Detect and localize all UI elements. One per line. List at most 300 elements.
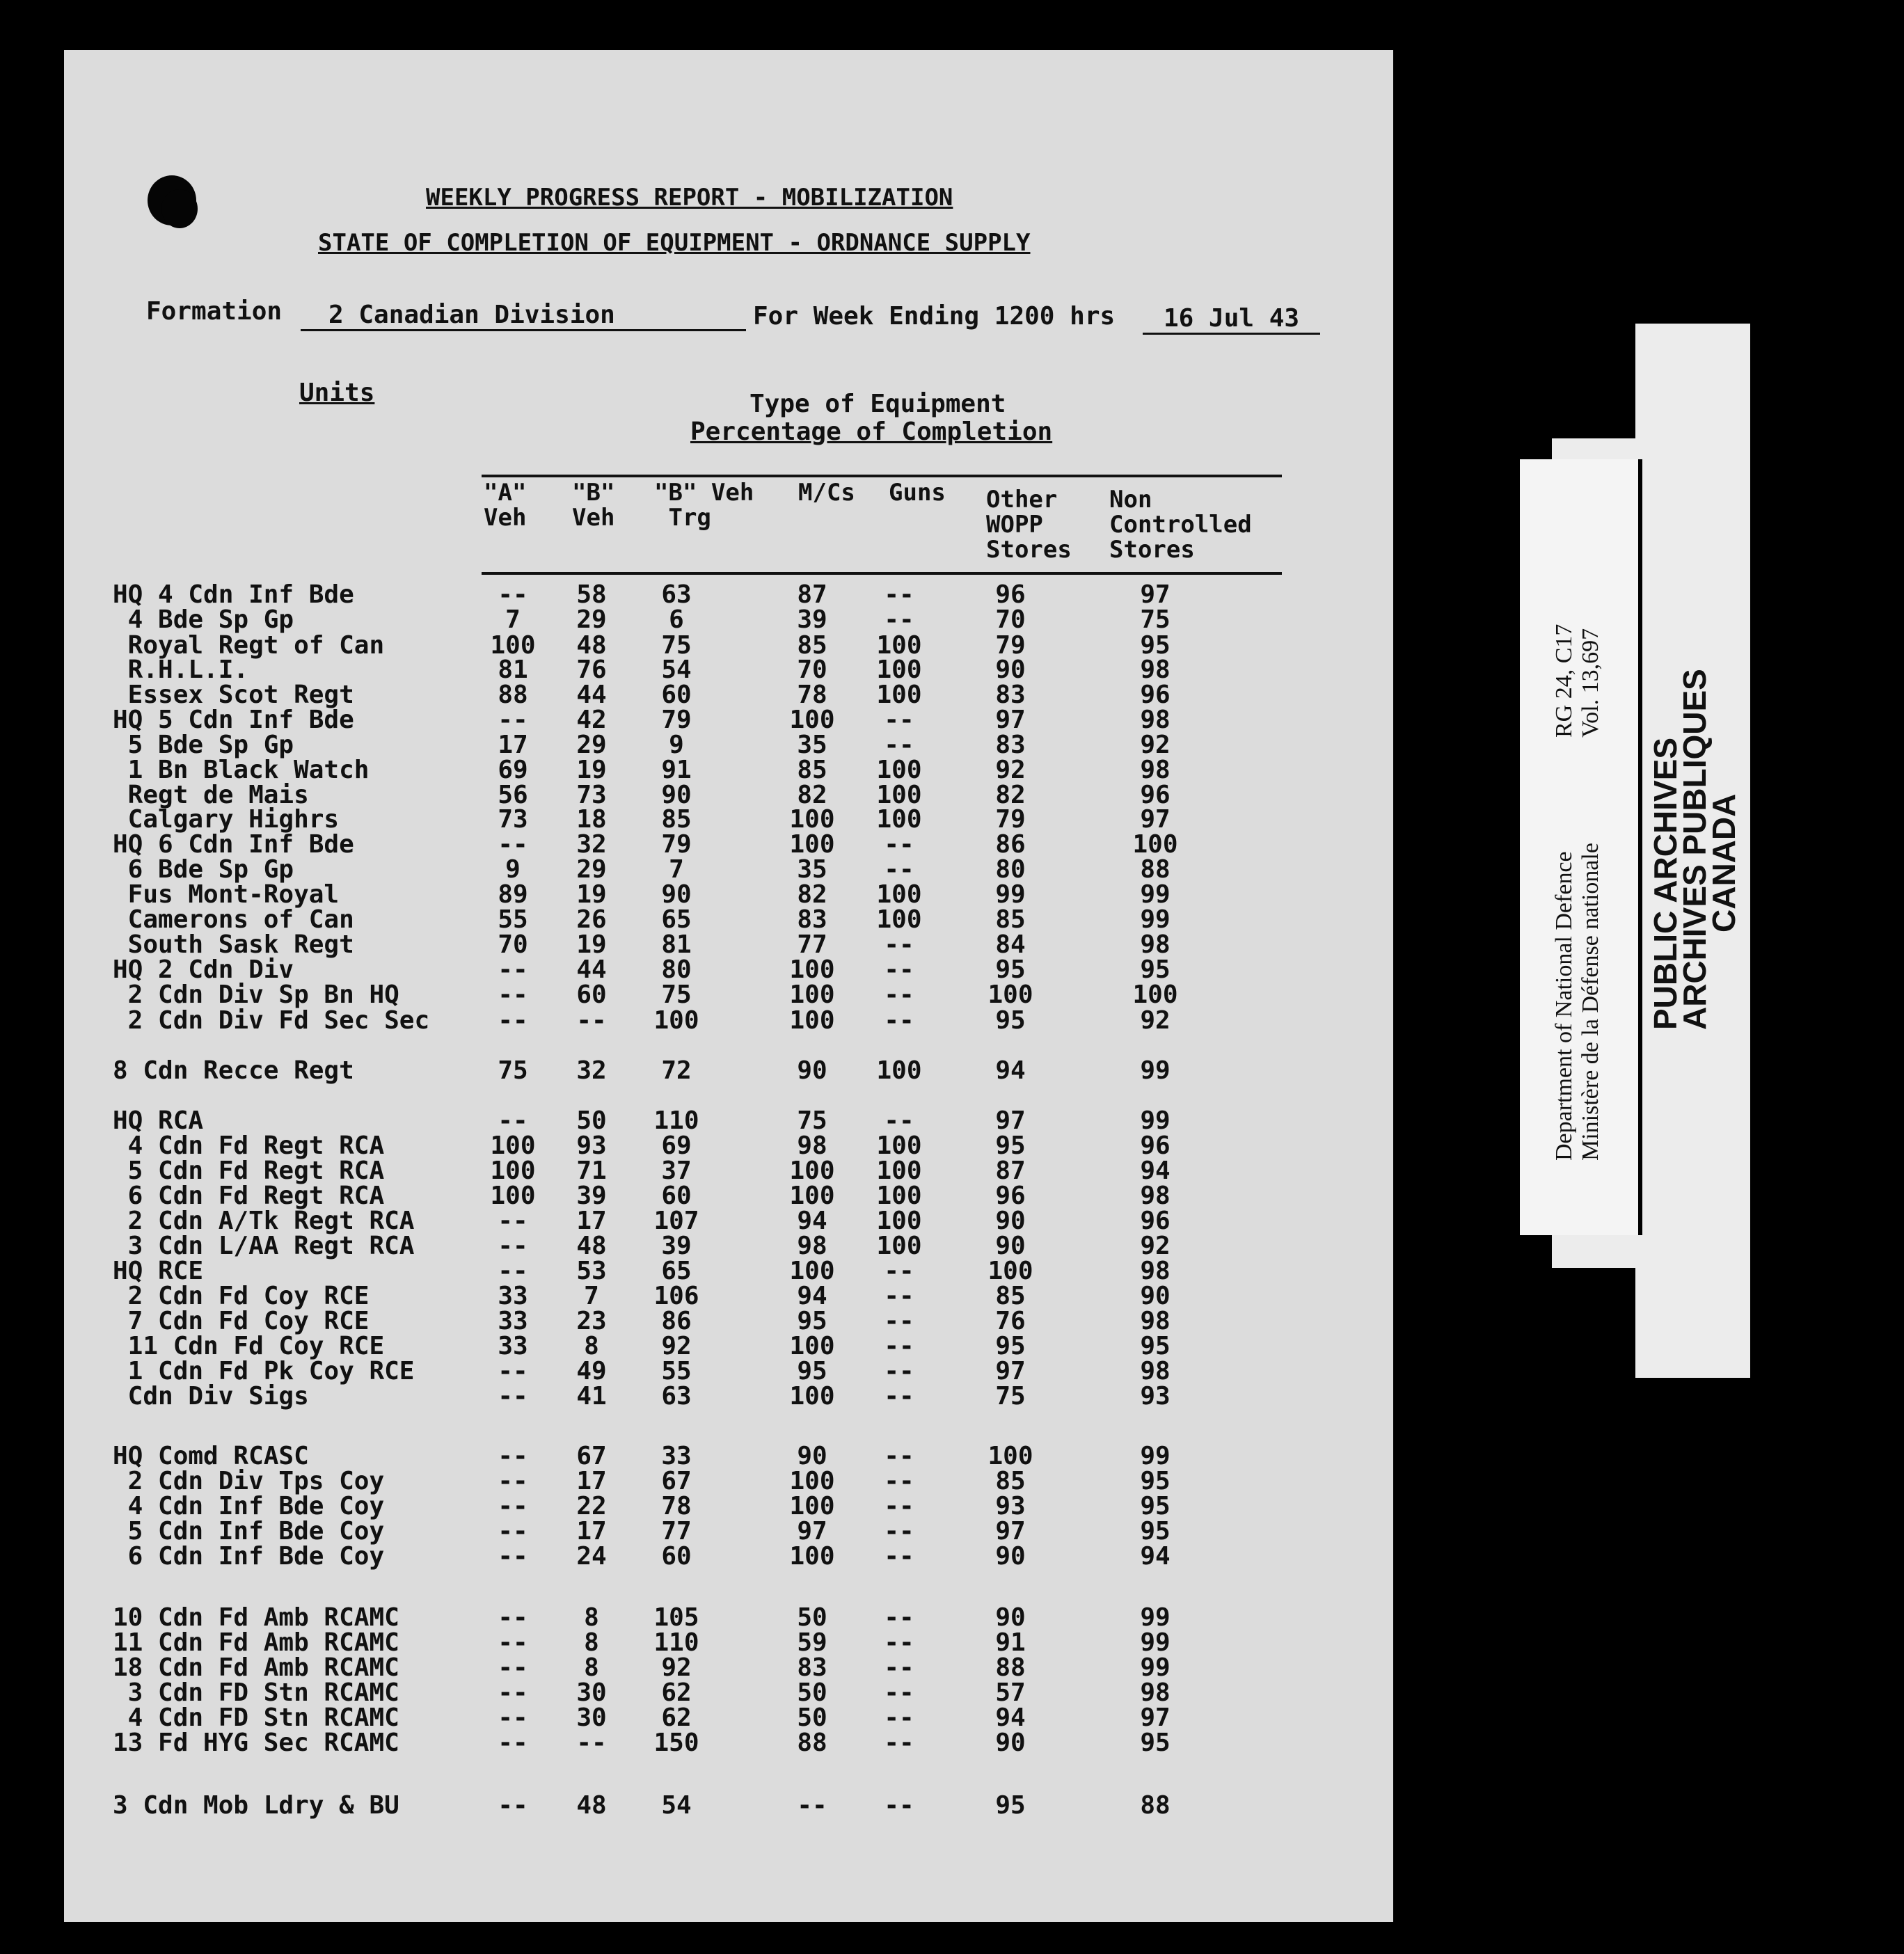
cell-a-veh: -- bbox=[498, 1382, 528, 1411]
unit-name: 1 Cdn Fd Pk Coy RCE bbox=[113, 1357, 415, 1385]
unit-name: HQ RCA bbox=[113, 1106, 204, 1135]
table-row bbox=[64, 1307, 1393, 1333]
cell-guns: -- bbox=[884, 1332, 914, 1360]
cell-mcs: 100 bbox=[789, 955, 835, 984]
cell-mcs: 100 bbox=[789, 706, 835, 734]
cell-a-veh: -- bbox=[498, 706, 528, 734]
unit-name: Camerons of Can bbox=[113, 905, 354, 934]
table-row bbox=[64, 980, 1393, 1007]
cell-non-controlled: 98 bbox=[1140, 1257, 1171, 1285]
cell-mcs: 85 bbox=[797, 631, 827, 660]
archive-stamp-line2: ARCHIVES PUBLIQUES bbox=[1676, 669, 1713, 1030]
cell-b-veh-trg: 9 bbox=[669, 731, 684, 759]
cell-a-veh: -- bbox=[498, 1517, 528, 1546]
cell-b-veh-trg: 105 bbox=[653, 1603, 699, 1632]
table-row bbox=[64, 656, 1393, 682]
table-row bbox=[64, 580, 1393, 607]
cell-non-controlled: 98 bbox=[1140, 1678, 1171, 1707]
table-row bbox=[64, 1492, 1393, 1518]
cell-mcs: 90 bbox=[797, 1056, 827, 1085]
cell-b-veh-trg: 60 bbox=[661, 1182, 692, 1210]
cell-guns: -- bbox=[884, 930, 914, 959]
cell-b-veh: 60 bbox=[576, 980, 607, 1009]
cell-a-veh: -- bbox=[498, 1729, 528, 1757]
cell-a-veh: 75 bbox=[498, 1056, 528, 1085]
header-rule-bottom bbox=[482, 572, 1282, 575]
cell-b-veh: 8 bbox=[584, 1653, 599, 1682]
cell-mcs: 100 bbox=[789, 1257, 835, 1285]
cell-a-veh: 100 bbox=[490, 631, 536, 660]
cell-b-veh-trg: 33 bbox=[661, 1442, 692, 1470]
unit-name: 6 Cdn Fd Regt RCA bbox=[113, 1182, 385, 1210]
cell-other-wopp: 95 bbox=[995, 1131, 1026, 1160]
cell-b-veh-trg: 55 bbox=[661, 1357, 692, 1385]
cell-b-veh-trg: 85 bbox=[661, 805, 692, 834]
cell-mcs: 39 bbox=[797, 605, 827, 634]
unit-name: 10 Cdn Fd Amb RCAMC bbox=[113, 1603, 399, 1632]
cell-b-veh: 17 bbox=[576, 1207, 607, 1235]
cell-non-controlled: 95 bbox=[1140, 631, 1171, 660]
week-label: For Week Ending 1200 hrs bbox=[753, 302, 1116, 331]
unit-name: Essex Scot Regt bbox=[113, 681, 354, 709]
unit-name: 2 Cdn Fd Coy RCE bbox=[113, 1282, 370, 1310]
cell-a-veh: -- bbox=[498, 955, 528, 984]
cell-b-veh: 39 bbox=[576, 1182, 607, 1210]
cell-b-veh: -- bbox=[576, 1006, 607, 1035]
cell-b-veh: 29 bbox=[576, 855, 607, 884]
cell-b-veh: 73 bbox=[576, 781, 607, 809]
cell-non-controlled: 96 bbox=[1140, 1207, 1171, 1235]
cell-other-wopp: 85 bbox=[995, 905, 1026, 934]
cell-guns: -- bbox=[884, 1006, 914, 1035]
cell-b-veh: 49 bbox=[576, 1357, 607, 1385]
table-row bbox=[64, 1653, 1393, 1680]
cell-b-veh-trg: 7 bbox=[669, 855, 684, 884]
cell-b-veh: 44 bbox=[576, 681, 607, 709]
cell-a-veh: -- bbox=[498, 1678, 528, 1707]
cell-b-veh: 58 bbox=[576, 580, 607, 609]
cell-a-veh: 9 bbox=[505, 855, 521, 884]
cell-b-veh: 48 bbox=[576, 1791, 607, 1820]
cell-a-veh: 81 bbox=[498, 656, 528, 684]
cell-other-wopp: 83 bbox=[995, 731, 1026, 759]
table-row bbox=[64, 1157, 1393, 1183]
cell-other-wopp: 90 bbox=[995, 1603, 1026, 1632]
cell-b-veh-trg: 110 bbox=[653, 1106, 699, 1135]
cell-b-veh-trg: 81 bbox=[661, 930, 692, 959]
cell-non-controlled: 96 bbox=[1140, 1131, 1171, 1160]
cell-b-veh-trg: 90 bbox=[661, 781, 692, 809]
cell-b-veh: 67 bbox=[576, 1442, 607, 1470]
cell-guns: -- bbox=[884, 1729, 914, 1757]
cell-mcs: 82 bbox=[797, 781, 827, 809]
cell-other-wopp: 95 bbox=[995, 1791, 1026, 1820]
table-row bbox=[64, 756, 1393, 782]
unit-name: Fus Mont-Royal bbox=[113, 880, 340, 909]
cell-b-veh-trg: 62 bbox=[661, 1678, 692, 1707]
cell-a-veh: -- bbox=[498, 1542, 528, 1571]
cell-guns: -- bbox=[884, 1382, 914, 1411]
table-row bbox=[64, 1131, 1393, 1158]
cell-non-controlled: 98 bbox=[1140, 756, 1171, 784]
cell-a-veh: -- bbox=[498, 1628, 528, 1657]
cell-b-veh: 7 bbox=[584, 1282, 599, 1310]
cell-guns: -- bbox=[884, 955, 914, 984]
cell-other-wopp: 90 bbox=[995, 1729, 1026, 1757]
table-row bbox=[64, 781, 1393, 807]
cell-b-veh-trg: 110 bbox=[653, 1628, 699, 1657]
cell-other-wopp: 90 bbox=[995, 1207, 1026, 1235]
unit-name: 13 Fd HYG Sec RCAMC bbox=[113, 1729, 399, 1757]
cell-guns: -- bbox=[884, 706, 914, 734]
cell-guns: -- bbox=[884, 830, 914, 859]
table-row bbox=[64, 830, 1393, 857]
cell-guns: -- bbox=[884, 1357, 914, 1385]
cell-guns: -- bbox=[884, 1517, 914, 1546]
table-row bbox=[64, 1332, 1393, 1358]
cell-guns: -- bbox=[884, 1678, 914, 1707]
table-row bbox=[64, 1282, 1393, 1308]
unit-name: 3 Cdn FD Stn RCAMC bbox=[113, 1678, 399, 1707]
table-row bbox=[64, 1628, 1393, 1655]
cell-mcs: 50 bbox=[797, 1678, 827, 1707]
table-row bbox=[64, 1791, 1393, 1818]
cell-mcs: 100 bbox=[789, 1467, 835, 1495]
cell-mcs: 98 bbox=[797, 1232, 827, 1260]
col-header-non-controlled: Non Controlled Stores bbox=[1109, 486, 1252, 564]
col-header-b-veh-trg: "B" Veh Trg bbox=[654, 479, 754, 532]
cell-a-veh: 88 bbox=[498, 681, 528, 709]
cell-a-veh: 70 bbox=[498, 930, 528, 959]
cell-a-veh: -- bbox=[498, 1492, 528, 1520]
cell-non-controlled: 95 bbox=[1140, 1467, 1171, 1495]
cell-guns: 100 bbox=[876, 905, 922, 934]
table-row bbox=[64, 1467, 1393, 1493]
cell-other-wopp: 92 bbox=[995, 756, 1026, 784]
table-row bbox=[64, 681, 1393, 707]
unit-name: 5 Cdn Inf Bde Coy bbox=[113, 1517, 385, 1546]
cell-a-veh: -- bbox=[498, 1442, 528, 1470]
cell-guns: -- bbox=[884, 1257, 914, 1285]
unit-name: HQ Comd RCASC bbox=[113, 1442, 309, 1470]
cell-non-controlled: 99 bbox=[1140, 1628, 1171, 1657]
col-header-guns: Guns bbox=[889, 479, 946, 507]
unit-name: HQ 2 Cdn Div bbox=[113, 955, 294, 984]
cell-b-veh-trg: 54 bbox=[661, 656, 692, 684]
cell-a-veh: 7 bbox=[505, 605, 521, 634]
unit-name: Cdn Div Sigs bbox=[113, 1382, 309, 1411]
cell-guns: -- bbox=[884, 1467, 914, 1495]
cell-non-controlled: 88 bbox=[1140, 1791, 1171, 1820]
unit-name: 7 Cdn Fd Coy RCE bbox=[113, 1307, 370, 1335]
cell-b-veh-trg: 37 bbox=[661, 1157, 692, 1185]
cell-b-veh-trg: 79 bbox=[661, 830, 692, 859]
table-row bbox=[64, 1257, 1393, 1283]
cell-b-veh: 17 bbox=[576, 1467, 607, 1495]
table-row bbox=[64, 706, 1393, 732]
report-title: WEEKLY PROGRESS REPORT - MOBILIZATION bbox=[426, 184, 953, 212]
cell-other-wopp: 83 bbox=[995, 681, 1026, 709]
cell-b-veh-trg: 63 bbox=[661, 1382, 692, 1411]
cell-b-veh: 19 bbox=[576, 930, 607, 959]
cell-mcs: 75 bbox=[797, 1106, 827, 1135]
cell-guns: -- bbox=[884, 855, 914, 884]
cell-other-wopp: 82 bbox=[995, 781, 1026, 809]
table-row bbox=[64, 955, 1393, 982]
cell-non-controlled: 92 bbox=[1140, 1232, 1171, 1260]
unit-name: 2 Cdn Div Sp Bn HQ bbox=[113, 980, 399, 1009]
cell-b-veh-trg: 75 bbox=[661, 631, 692, 660]
cell-b-veh: 17 bbox=[576, 1517, 607, 1546]
cell-a-veh: -- bbox=[498, 1703, 528, 1732]
cell-a-veh: -- bbox=[498, 1603, 528, 1632]
cell-b-veh: 23 bbox=[576, 1307, 607, 1335]
cell-non-controlled: 95 bbox=[1140, 955, 1171, 984]
cell-guns: 100 bbox=[876, 656, 922, 684]
unit-name: HQ 5 Cdn Inf Bde bbox=[113, 706, 354, 734]
cell-b-veh: 48 bbox=[576, 631, 607, 660]
cell-b-veh: 76 bbox=[576, 656, 607, 684]
unit-name: 3 Cdn Mob Ldry & BU bbox=[113, 1791, 399, 1820]
cell-other-wopp: 87 bbox=[995, 1157, 1026, 1185]
cell-b-veh: 50 bbox=[576, 1106, 607, 1135]
slip-notch bbox=[1552, 1268, 1635, 1378]
cell-b-veh: 93 bbox=[576, 1131, 607, 1160]
unit-name: 2 Cdn A/Tk Regt RCA bbox=[113, 1207, 415, 1235]
cell-mcs: 78 bbox=[797, 681, 827, 709]
cell-other-wopp: 85 bbox=[995, 1467, 1026, 1495]
table-row bbox=[64, 1442, 1393, 1468]
cell-guns: 100 bbox=[876, 1182, 922, 1210]
cell-b-veh-trg: 92 bbox=[661, 1653, 692, 1682]
cell-non-controlled: 97 bbox=[1140, 805, 1171, 834]
cell-guns: -- bbox=[884, 605, 914, 634]
cell-non-controlled: 92 bbox=[1140, 1006, 1171, 1035]
cell-mcs: 59 bbox=[797, 1628, 827, 1657]
cell-other-wopp: 90 bbox=[995, 656, 1026, 684]
cell-non-controlled: 88 bbox=[1140, 855, 1171, 884]
report-subtitle: STATE OF COMPLETION OF EQUIPMENT - ORDNANCE SUPPLY bbox=[318, 229, 1031, 257]
unit-name: HQ RCE bbox=[113, 1257, 204, 1285]
cell-guns: -- bbox=[884, 731, 914, 759]
cell-b-veh-trg: 150 bbox=[653, 1729, 699, 1757]
cell-b-veh-trg: 65 bbox=[661, 1257, 692, 1285]
cell-b-veh-trg: 77 bbox=[661, 1517, 692, 1546]
cell-mcs: 100 bbox=[789, 1182, 835, 1210]
cell-non-controlled: 96 bbox=[1140, 681, 1171, 709]
cell-guns: -- bbox=[884, 1603, 914, 1632]
cell-non-controlled: 99 bbox=[1140, 1603, 1171, 1632]
cell-b-veh: 44 bbox=[576, 955, 607, 984]
cell-mcs: 35 bbox=[797, 855, 827, 884]
cell-other-wopp: 91 bbox=[995, 1628, 1026, 1657]
unit-name: 4 Cdn FD Stn RCAMC bbox=[113, 1703, 399, 1732]
cell-guns: -- bbox=[884, 1492, 914, 1520]
cell-b-veh: 24 bbox=[576, 1542, 607, 1571]
ink-blot bbox=[161, 189, 198, 228]
cell-a-veh: -- bbox=[498, 1006, 528, 1035]
unit-name: Calgary Highrs bbox=[113, 805, 340, 834]
table-row bbox=[64, 1006, 1393, 1033]
cell-other-wopp: 70 bbox=[995, 605, 1026, 634]
cell-other-wopp: 94 bbox=[995, 1056, 1026, 1085]
cell-mcs: 83 bbox=[797, 905, 827, 934]
formation-label: Formation bbox=[146, 297, 283, 326]
cell-other-wopp: 94 bbox=[995, 1703, 1026, 1732]
table-row bbox=[64, 631, 1393, 658]
cell-non-controlled: 97 bbox=[1140, 1703, 1171, 1732]
cell-guns: -- bbox=[884, 980, 914, 1009]
unit-name: 8 Cdn Recce Regt bbox=[113, 1056, 354, 1085]
cell-mcs: 85 bbox=[797, 756, 827, 784]
cell-non-controlled: 75 bbox=[1140, 605, 1171, 634]
cell-mcs: 83 bbox=[797, 1653, 827, 1682]
cell-mcs: 100 bbox=[789, 1542, 835, 1571]
cell-mcs: -- bbox=[797, 1791, 827, 1820]
unit-name: HQ 6 Cdn Inf Bde bbox=[113, 830, 354, 859]
cell-mcs: 100 bbox=[789, 1492, 835, 1520]
equipment-type-label: Type of Equipment bbox=[749, 390, 1006, 418]
cell-b-veh: 29 bbox=[576, 605, 607, 634]
cell-other-wopp: 84 bbox=[995, 930, 1026, 959]
units-label: Units bbox=[299, 379, 375, 407]
cell-non-controlled: 100 bbox=[1132, 830, 1178, 859]
cell-a-veh: 56 bbox=[498, 781, 528, 809]
cell-a-veh: 69 bbox=[498, 756, 528, 784]
cell-b-veh-trg: 67 bbox=[661, 1467, 692, 1495]
cell-guns: 100 bbox=[876, 880, 922, 909]
cell-guns: -- bbox=[884, 1703, 914, 1732]
cell-guns: 100 bbox=[876, 805, 922, 834]
table-row bbox=[64, 905, 1393, 932]
cell-other-wopp: 85 bbox=[995, 1282, 1026, 1310]
cell-guns: 100 bbox=[876, 1131, 922, 1160]
cell-other-wopp: 95 bbox=[995, 955, 1026, 984]
cell-other-wopp: 57 bbox=[995, 1678, 1026, 1707]
table-row bbox=[64, 880, 1393, 907]
cell-other-wopp: 95 bbox=[995, 1006, 1026, 1035]
table-row bbox=[64, 1603, 1393, 1630]
cell-non-controlled: 98 bbox=[1140, 706, 1171, 734]
cell-other-wopp: 79 bbox=[995, 631, 1026, 660]
cell-b-veh: 32 bbox=[576, 830, 607, 859]
table-row bbox=[64, 731, 1393, 757]
cell-a-veh: 33 bbox=[498, 1282, 528, 1310]
cell-mcs: 87 bbox=[797, 580, 827, 609]
cell-mcs: 100 bbox=[789, 830, 835, 859]
cell-mcs: 88 bbox=[797, 1729, 827, 1757]
table-row bbox=[64, 1729, 1393, 1755]
cell-other-wopp: 100 bbox=[987, 1257, 1033, 1285]
cell-other-wopp: 79 bbox=[995, 805, 1026, 834]
cell-guns: 100 bbox=[876, 781, 922, 809]
cell-non-controlled: 98 bbox=[1140, 930, 1171, 959]
cell-b-veh-trg: 72 bbox=[661, 1056, 692, 1085]
cell-non-controlled: 99 bbox=[1140, 905, 1171, 934]
cell-mcs: 100 bbox=[789, 980, 835, 1009]
cell-b-veh: 32 bbox=[576, 1056, 607, 1085]
col-header-mcs: M/Cs bbox=[798, 479, 855, 507]
cell-b-veh: 42 bbox=[576, 706, 607, 734]
cell-guns: -- bbox=[884, 1307, 914, 1335]
archive-dept-line2: Ministère de la Défense nationale bbox=[1578, 843, 1603, 1161]
cell-other-wopp: 86 bbox=[995, 830, 1026, 859]
archive-ref-rg: RG 24, C17 bbox=[1551, 623, 1577, 738]
cell-non-controlled: 94 bbox=[1140, 1157, 1171, 1185]
cell-non-controlled: 90 bbox=[1140, 1282, 1171, 1310]
cell-other-wopp: 97 bbox=[995, 706, 1026, 734]
cell-non-controlled: 98 bbox=[1140, 1307, 1171, 1335]
cell-b-veh: 8 bbox=[584, 1332, 599, 1360]
cell-a-veh: -- bbox=[498, 1791, 528, 1820]
cell-guns: 100 bbox=[876, 1232, 922, 1260]
cell-a-veh: 100 bbox=[490, 1182, 536, 1210]
cell-other-wopp: 75 bbox=[995, 1382, 1026, 1411]
archive-stamp-line3: CANADA bbox=[1706, 793, 1742, 932]
cell-guns: 100 bbox=[876, 681, 922, 709]
cell-b-veh-trg: 60 bbox=[661, 1542, 692, 1571]
header-rule-top bbox=[482, 475, 1282, 477]
archive-ref-vol: Vol. 13,697 bbox=[1578, 628, 1603, 738]
cell-a-veh: 33 bbox=[498, 1307, 528, 1335]
cell-b-veh-trg: 91 bbox=[661, 756, 692, 784]
cell-b-veh-trg: 39 bbox=[661, 1232, 692, 1260]
table-row bbox=[64, 805, 1393, 832]
cell-b-veh: 26 bbox=[576, 905, 607, 934]
cell-b-veh: 19 bbox=[576, 880, 607, 909]
cell-non-controlled: 99 bbox=[1140, 1442, 1171, 1470]
cell-mcs: 94 bbox=[797, 1282, 827, 1310]
table-row bbox=[64, 930, 1393, 957]
table-row bbox=[64, 1678, 1393, 1705]
cell-other-wopp: 97 bbox=[995, 1357, 1026, 1385]
cell-other-wopp: 76 bbox=[995, 1307, 1026, 1335]
formation-value: 2 Canadian Division bbox=[301, 301, 746, 331]
unit-name: South Sask Regt bbox=[113, 930, 354, 959]
cell-non-controlled: 94 bbox=[1140, 1542, 1171, 1571]
table-row bbox=[64, 1703, 1393, 1730]
cell-other-wopp: 100 bbox=[987, 1442, 1033, 1470]
cell-guns: 100 bbox=[876, 631, 922, 660]
unit-name: 6 Bde Sp Gp bbox=[113, 855, 294, 884]
cell-b-veh: 30 bbox=[576, 1703, 607, 1732]
cell-b-veh-trg: 75 bbox=[661, 980, 692, 1009]
cell-b-veh: 71 bbox=[576, 1157, 607, 1185]
table-row bbox=[64, 1542, 1393, 1571]
col-header-other-wopp: Other WOPP Stores bbox=[986, 486, 1072, 564]
cell-b-veh-trg: 106 bbox=[653, 1282, 699, 1310]
table-row bbox=[64, 605, 1393, 632]
cell-b-veh-trg: 60 bbox=[661, 681, 692, 709]
cell-guns: -- bbox=[884, 1653, 914, 1682]
cell-b-veh: 18 bbox=[576, 805, 607, 834]
cell-non-controlled: 99 bbox=[1140, 1056, 1171, 1085]
cell-a-veh: 73 bbox=[498, 805, 528, 834]
cell-a-veh: 17 bbox=[498, 731, 528, 759]
cell-mcs: 35 bbox=[797, 731, 827, 759]
cell-non-controlled: 98 bbox=[1140, 1357, 1171, 1385]
cell-b-veh-trg: 6 bbox=[669, 605, 684, 634]
cell-non-controlled: 99 bbox=[1140, 1653, 1171, 1682]
cell-guns: -- bbox=[884, 1282, 914, 1310]
cell-guns: -- bbox=[884, 1442, 914, 1470]
cell-other-wopp: 96 bbox=[995, 580, 1026, 609]
percentage-label: Percentage of Completion bbox=[690, 418, 1053, 446]
cell-mcs: 90 bbox=[797, 1442, 827, 1470]
cell-non-controlled: 95 bbox=[1140, 1517, 1171, 1546]
slip-notch bbox=[1552, 324, 1635, 438]
table-row bbox=[64, 855, 1393, 882]
